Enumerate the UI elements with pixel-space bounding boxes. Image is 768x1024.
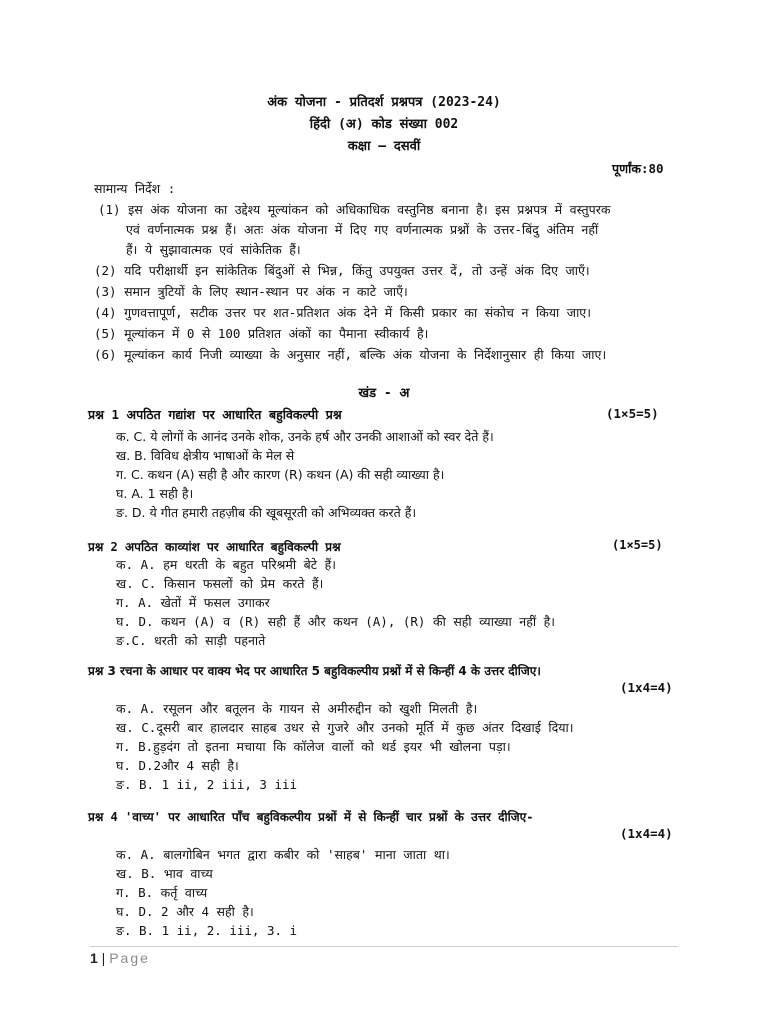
answer-line: क. A. हम धरती के बहुत परिश्रमी बेटे हैं। — [116, 557, 336, 572]
question-title: प्रश्न 3 रचना के आधार पर वाक्य भेद पर आधारित 5 बहुविकल्पीय प्रश्नों में से किन्हीं 4 के उत्तर दीजिए। — [88, 664, 541, 678]
doc-class: कक्षा – दसवीं — [347, 139, 421, 154]
general-item: (6) मूल्यांकन कार्य निजी व्याख्या के अनुसार नहीं, बल्कि अंक योजना के निर्देशानुसार ही किया जाए। — [94, 347, 607, 362]
answer-line: ङ. B. 1 ii, 2. iii, 3. i — [116, 923, 298, 938]
answer-line: ख. B. भाव वाच्य — [116, 866, 213, 881]
question-marks: (1x4=4) — [620, 680, 673, 695]
answer-line: ख. C.दूसरी बार हालदार साहब उधर से गुजरे और उनको मूर्ति में कुछ अंतर दिखाई दिया। — [116, 720, 574, 735]
doc-title: अंक योजना - प्रतिदर्श प्रश्नपत्र (2023-24) — [267, 95, 501, 110]
answer-line: क. A. रसूलन और बतूलन के गायन से अमीरुद्दीन को खुशी मिलती है। — [116, 701, 478, 716]
answer-line: घ. A. 1 सही है। — [116, 486, 194, 501]
answer-line: ङ. D. ये गीत हमारी तहज़ीब की खूबसूरती को अभिव्यक्त करते हैं। — [116, 505, 417, 520]
general-item: हैं। ये सुझावात्मक एवं सांकेतिक हैं। — [126, 242, 301, 257]
question-title: प्रश्न 1 अपठित गद्यांश पर आधारित बहुविकल्पी प्रश्न — [88, 407, 342, 422]
general-item: एवं वर्णनात्मक प्रश्न हैं। अतः अंक योजना में दिए गए वर्णनात्मक प्रश्नों के उत्तर-बिंदु अंतिम नहीं — [126, 222, 599, 237]
answer-line: ग. B. कर्तृ वाच्य — [116, 885, 208, 900]
answer-line: ख. C. किसान फसलों को प्रेम करते हैं। — [116, 576, 324, 591]
question-marks: (1×5=5) — [606, 406, 659, 421]
footer-divider — [90, 946, 678, 947]
footer-separator: | — [97, 950, 110, 966]
page-number: 1 — [90, 950, 98, 966]
question-title: प्रश्न 4 'वाच्य' पर आधारित पाँच बहुविकल्पीय प्रश्नों में से किन्हीं चार प्रश्नों के उत्तर दीजिए- — [88, 810, 534, 824]
general-item: (5) मूल्यांकन में 0 से 100 प्रतिशत अंकों का पैमाना स्वीकार्य है। — [94, 326, 429, 341]
question-marks: (1×5=5) — [612, 538, 663, 552]
answer-line: ग. C. कथन (A) सही है और कारण (R) कथन (A) की सही व्याख्या है। — [116, 467, 445, 482]
answer-line: ग. A. खेतों में फसल उगाकर — [116, 595, 270, 610]
section-heading: खंड - अ — [358, 386, 410, 401]
question-title: प्रश्न 2 अपठित काव्यांश पर आधारित बहुविकल्पी प्रश्न — [88, 540, 341, 554]
general-heading: सामान्य निर्देश : — [94, 181, 176, 196]
general-item: (2) यदि परीक्षार्थी इन सांकेतिक बिंदुओं से भिन्न, किंतु उपयुक्त उत्तर दें, तो उन्हें अंक दिए जाएँ। — [94, 263, 590, 278]
answer-line: क. A. बालगोबिन भगत द्वारा कबीर को 'साहब' माना जाता था। — [116, 847, 450, 862]
answer-line: ख. B. विविध क्षेत्रीय भाषाओं के मेल से — [116, 448, 295, 463]
general-item: (4) गुणवत्तापूर्ण, सटीक उत्तर पर शत-प्रतिशत अंक देने में किसी प्रकार का संकोच न किया जाए। — [94, 305, 591, 320]
total-marks: पूर्णांक:80 — [612, 161, 664, 176]
answer-line: घ. D.2और 4 सही है। — [116, 758, 239, 773]
answer-line: ङ.C. धरती को साड़ी पहनाते — [116, 633, 266, 648]
answer-line: घ. D. कथन (A) व (R) सही हैं और कथन (A), (R) की सही व्याख्या नहीं है। — [116, 614, 555, 629]
doc-subtitle: हिंदी (अ) कोड संख्या 002 — [309, 117, 459, 132]
general-item: (1) इस अंक योजना का उद्देश्य मूल्यांकन को अधिकाधिक वस्तुनिष्ठ बनाना है। इस प्रश्नपत्र में वस्तुपरक — [98, 202, 611, 217]
page-footer — [90, 950, 150, 966]
general-item: (3) समान त्रुटियों के लिए स्थान-स्थान पर अंक न काटे जाएँ। — [94, 284, 408, 299]
question-marks: (1x4=4) — [620, 826, 673, 841]
page-label: Page — [109, 950, 150, 966]
answer-line: ङ. B. 1 ii, 2 iii, 3 iii — [116, 777, 298, 792]
answer-line: घ. D. 2 और 4 सही है। — [116, 904, 254, 919]
answer-line: ग. B.हुड़दंग तो इतना मचाया कि कॉलेज वालों को थर्ड इयर भी खोलना पड़ा। — [116, 739, 511, 754]
answer-line: क. C. ये लोगों के आनंद उनके शोक, उनके हर्ष और उनकी आशाओं को स्वर देते हैं। — [116, 429, 494, 444]
